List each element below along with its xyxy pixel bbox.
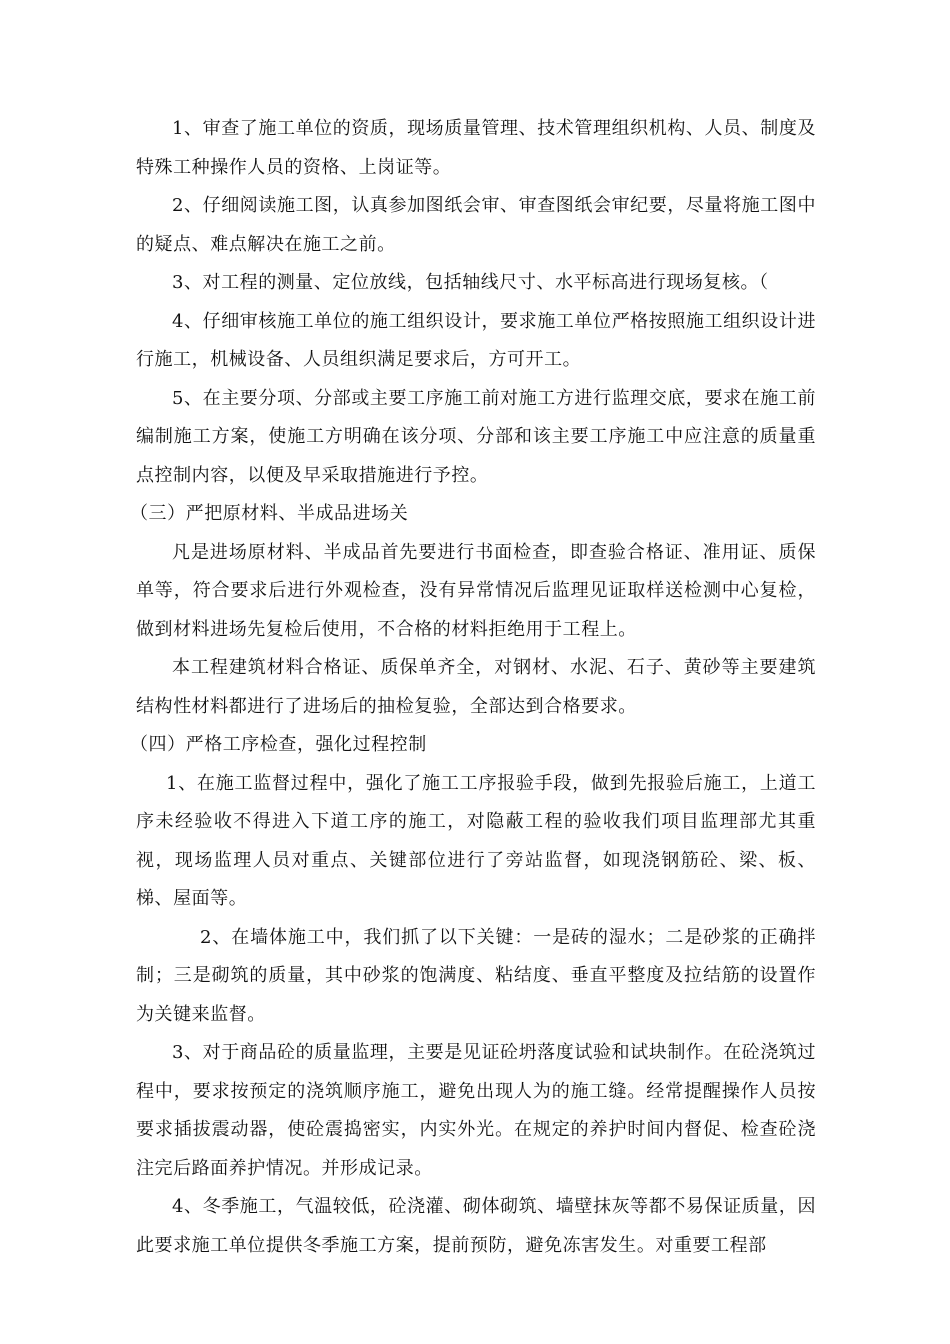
- paragraph-survey-check: 3、对工程的测量、定位放线，包括轴线尺寸、水平标高进行现场复核。（: [172, 272, 769, 293]
- paragraph-concrete-supervision: 3、对于商品砼的质量监理，主要是见证砼坍落度试验和试块制作。在砼浇筑过程中，要求按预定的浇筑顺序施工，避免出现人为的施工缝。经常提醒操作人员按要求插拔震动器，使砼震捣密实，内实外光。在规定的养护时间内督促、检查砼浇注完后路面养护情况。并形成记录。: [136, 1042, 816, 1179]
- paragraph-wall-construction: 2、在墙体施工中，我们抓了以下关键：一是砖的湿水；二是砂浆的正确拌制；三是砌筑的质量，其中砂浆的饱满度、粘结度、垂直平整度及拉结筋的设置作为关键来监督。: [136, 926, 816, 1025]
- paragraph-supervision-briefing: 5、在主要分项、分部或主要工序施工前对施工方进行监理交底，要求在施工前编制施工方案，使施工方明确在该分项、分部和该主要工序施工中应注意的质量重点控制内容，以便及早采取措施进行予控。: [136, 387, 816, 486]
- paragraph-process-inspection: 1、在施工监督过程中，强化了施工工序报验手段，做到先报验后施工，上道工序未经验收不得进入下道工序的施工，对隐蔽工程的验收我们项目监理部尤其重视，现场监理人员对重点、关键部位进行了旁站监督，如现浇钢筋砼、梁、板、梯、屋面等。: [136, 772, 816, 909]
- section-heading-materials: （三）严把原材料、半成品进场关: [130, 503, 409, 524]
- paragraph-qualification-review: 1、审查了施工单位的资质，现场质量管理、技术管理组织机构、人员、制度及特殊工种操作人员的资格、上岗证等。: [136, 118, 816, 178]
- section-heading-process-control: （四）严格工序检查，强化过程控制: [130, 734, 427, 755]
- paragraph-material-certificates: 本工程建筑材料合格证、质保单齐全，对钢材、水泥、石子、黄砂等主要建筑结构性材料都进行了进场后的抽检复验，全部达到合格要求。: [136, 657, 816, 717]
- document-body: [130, 110, 816, 1265]
- paragraph-construction-plan-review: 4、仔细审核施工单位的施工组织设计，要求施工单位严格按照施工组织设计进行施工，机械设备、人员组织满足要求后，方可开工。: [136, 310, 816, 370]
- paragraph-drawing-review: 2、仔细阅读施工图，认真参加图纸会审、审查图纸会审纪要，尽量将施工图中的疑点、难点解决在施工之前。: [136, 195, 816, 255]
- paragraph-material-inspection: 凡是进场原材料、半成品首先要进行书面检查，即查验合格证、准用证、质保单等，符合要求后进行外观检查，没有异常情况后监理见证取样送检测中心复检，做到材料进场先复检后使用，不合格的材料拒绝用于工程上。: [136, 541, 816, 640]
- paragraph-winter-construction: 4、冬季施工，气温较低，砼浇灌、砌体砌筑、墙壁抹灰等都不易保证质量，因此要求施工单位提供冬季施工方案，提前预防，避免冻害发生。对重要工程部: [136, 1196, 816, 1256]
